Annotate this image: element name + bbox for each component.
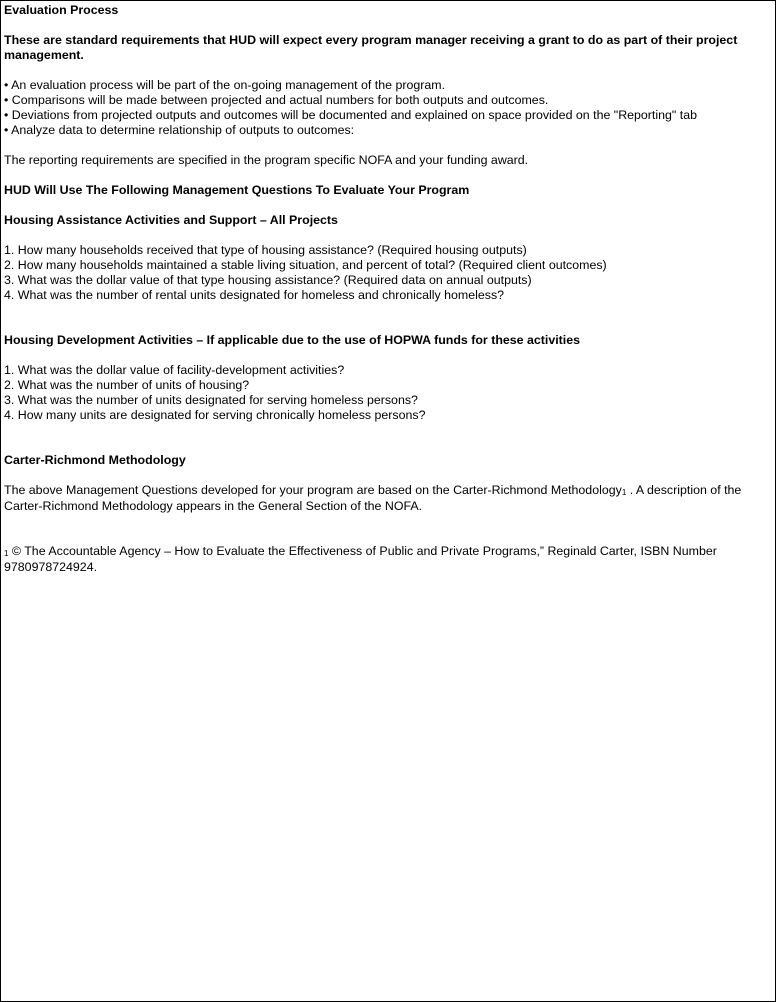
reporting-note: The reporting requirements are specified in the program specific NOFA and your funding award. [4,153,529,167]
development-question: 3. What was the number of units designated for serving homeless persons? [4,393,418,407]
questions-heading: HUD Will Use The Following Management Questions To Evaluate Your Program [4,183,470,197]
bullet-item: • Analyze data to determine relationship of outputs to outcomes: [4,123,355,137]
footnote [4,544,772,575]
methodology-heading: Carter-Richmond Methodology [4,453,186,467]
footnote-text: © The Accountable Agency – How to Evaluate the Effectiveness of Public and Private Programs,” Reginald Carter, ISBN Number 9780978724924. [4,544,717,574]
assistance-question: 2. How many households maintained a stable living situation, and percent of total? (Required client outcomes) [4,258,607,272]
bullet-item: • Comparisons will be made between projected and actual numbers for both outputs and outcomes. [4,93,549,107]
bullet-item: • Deviations from projected outputs and outcomes will be documented and explained on space provided on the "Reporting" tab [4,108,697,122]
methodology-text-before: The above Management Questions developed for your program are based on the Carter-Richmond Methodology [4,483,622,497]
assistance-heading: Housing Assistance Activities and Support – All Projects [4,213,338,227]
footnote-reference: 1 [621,488,627,497]
bullet-item: • An evaluation process will be part of the on-going management of the program. [4,78,446,92]
methodology-text-after: . A description of the Carter-Richmond Methodology appears in the General Section of the NOFA. [4,483,742,513]
development-question: 2. What was the number of units of housing? [4,378,250,392]
development-question: 1. What was the dollar value of facility-development activities? [4,363,345,377]
development-question: 4. How many units are designated for serving chronically homeless persons? [4,408,426,422]
assistance-question: 4. What was the number of rental units designated for homeless and chronically homeless? [4,288,505,302]
development-heading: Housing Development Activities – If applicable due to the use of HOPWA funds for these activities [4,333,581,347]
methodology-text [4,483,772,514]
intro-text: These are standard requirements that HUD will expect every program manager receiving a grant to do as part of their project management. [4,33,738,62]
assistance-question: 3. What was the dollar value of that type housing assistance? (Required data on annual outputs) [4,273,532,287]
page-title: Evaluation Process [4,3,119,17]
assistance-question: 1. How many households received that type of housing assistance? (Required housing outputs) [4,243,527,257]
footnote-mark: 1 [4,549,9,558]
